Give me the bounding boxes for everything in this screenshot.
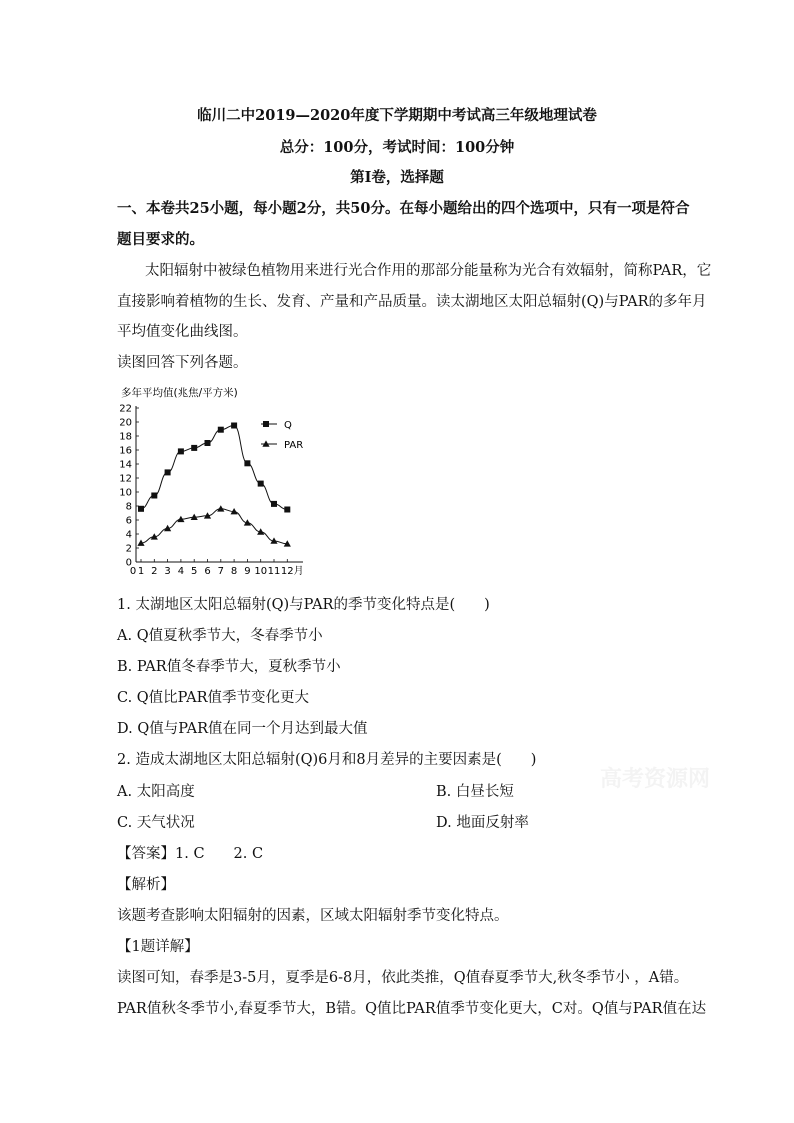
q2-option-b: B. 白昼长短 [436, 784, 514, 800]
y-tick-label: 10 [119, 487, 132, 499]
q-data-point [244, 460, 250, 466]
legend-label-q: Q [284, 420, 292, 431]
y-tick-label: 0 [125, 557, 132, 569]
analysis-text: 该题考查影响太阳辐射的因素，区域太阳辐射季节变化特点。 [117, 908, 509, 924]
watermark: 高考资源网 [600, 766, 711, 792]
exam-info: 总分：100分，考试时间：100分钟 [279, 139, 515, 156]
exam-title: 临川二中2019—2020年度下学期期中考试高三年级地理试卷 [197, 107, 597, 124]
q-data-point [205, 440, 211, 446]
x-tick-label: 0 [129, 566, 137, 575]
x-tick-label: 4 [177, 566, 185, 575]
y-tick-label: 14 [119, 459, 132, 471]
passage-line-1: 太阳辐射中被绿色植物用来进行光合作用的那部分能量称为光合有效辐射，简称PAR，它 [145, 263, 712, 279]
y-tick-label: 6 [125, 515, 132, 527]
q1-stem: 1. 太湖地区太阳总辐射(Q)与PAR的季节变化特点是( ) [117, 597, 490, 613]
q1-option-a: A. Q值夏秋季节大，冬春季节小 [117, 628, 323, 644]
passage-line-3: 平均值变化曲线图。 [117, 324, 248, 340]
q-data-point [191, 445, 197, 451]
q1-option-d: D. Q值与PAR值在同一个月达到最大值 [117, 721, 368, 737]
q-data-point [263, 421, 269, 427]
x-tick-label: 10 [254, 566, 268, 575]
x-tick-label: 6 [204, 566, 211, 575]
y-tick-label: 4 [125, 529, 132, 541]
y-tick-label: 12 [119, 473, 132, 485]
x-tick-label: 9 [244, 566, 251, 575]
x-tick-label: 3 [164, 566, 171, 575]
chart-y-axis-label: 多年平均值(兆焦/平方米) [121, 387, 238, 399]
q-data-point [151, 493, 157, 499]
y-tick-label: 22 [119, 403, 132, 415]
q1-option-c: C. Q值比PAR值季节变化更大 [117, 690, 309, 706]
q-data-point [284, 507, 290, 513]
x-tick-label: 5 [191, 566, 198, 575]
legend-label-par: PAR [284, 440, 304, 451]
q1-option-b: B. PAR值冬春季节大，夏秋季节小 [117, 659, 341, 675]
x-tick-label: 7 [217, 566, 224, 575]
q2-stem: 2. 造成太湖地区太阳总辐射(Q)6月和8月差异的主要因素是( ) [117, 752, 537, 768]
q2-option-a: A. 太阳高度 [117, 784, 195, 800]
y-tick-label: 20 [119, 417, 132, 429]
detail-line-2: PAR值秋冬季节小,春夏季节大，B错。Q值比PAR值季节变化更大，C对。Q值与PAR值在达 [117, 1001, 707, 1017]
volume-title: 第Ⅰ卷，选择题 [350, 169, 444, 186]
section-instruction-line-1: 一、本卷共25小题，每小题2分，共50分。在每小题给出的四个选项中，只有一项是符合 [117, 200, 690, 217]
x-tick-label: 1 [137, 566, 145, 575]
y-tick-label: 2 [125, 543, 132, 555]
q-series-line [141, 426, 287, 510]
par-series-line [141, 509, 287, 544]
radiation-line-chart [113, 380, 323, 575]
x-tick-label: 11 [267, 566, 281, 575]
detail-line-1: 读图可知，春季是3-5月，夏季是6-8月，依此类推，Q值春夏季节大,秋冬季节小 ，A错。 [117, 970, 689, 986]
q-data-point [271, 501, 277, 507]
x-tick-label: 2 [151, 566, 158, 575]
detail-heading: 【1题详解】 [117, 939, 199, 955]
section-instruction-line-2: 题目要求的。 [117, 231, 204, 248]
par-data-point [217, 505, 224, 511]
q2-option-d: D. 地面反射率 [436, 815, 529, 831]
y-tick-label: 16 [119, 445, 132, 457]
passage-prompt: 读图回答下列各题。 [117, 355, 248, 371]
q-data-point [258, 481, 264, 487]
x-tick-label: 12月 [280, 566, 304, 575]
q2-option-c: C. 天气状况 [117, 815, 195, 831]
q-data-point [231, 423, 237, 429]
passage-line-2: 直接影响着植物的生长、发育、产量和产品质量。读太湖地区太阳总辐射(Q)与PAR的多年月 [117, 294, 707, 310]
q-data-point [165, 469, 171, 475]
x-tick-label: 8 [230, 566, 238, 575]
q-data-point [178, 448, 184, 454]
y-tick-label: 8 [125, 501, 132, 513]
q-data-point [138, 506, 144, 512]
y-tick-label: 18 [119, 431, 132, 443]
answer-line: 【答案】1. C 2. C [117, 846, 264, 862]
q-data-point [218, 427, 224, 433]
analysis-heading: 【解析】 [117, 877, 175, 893]
